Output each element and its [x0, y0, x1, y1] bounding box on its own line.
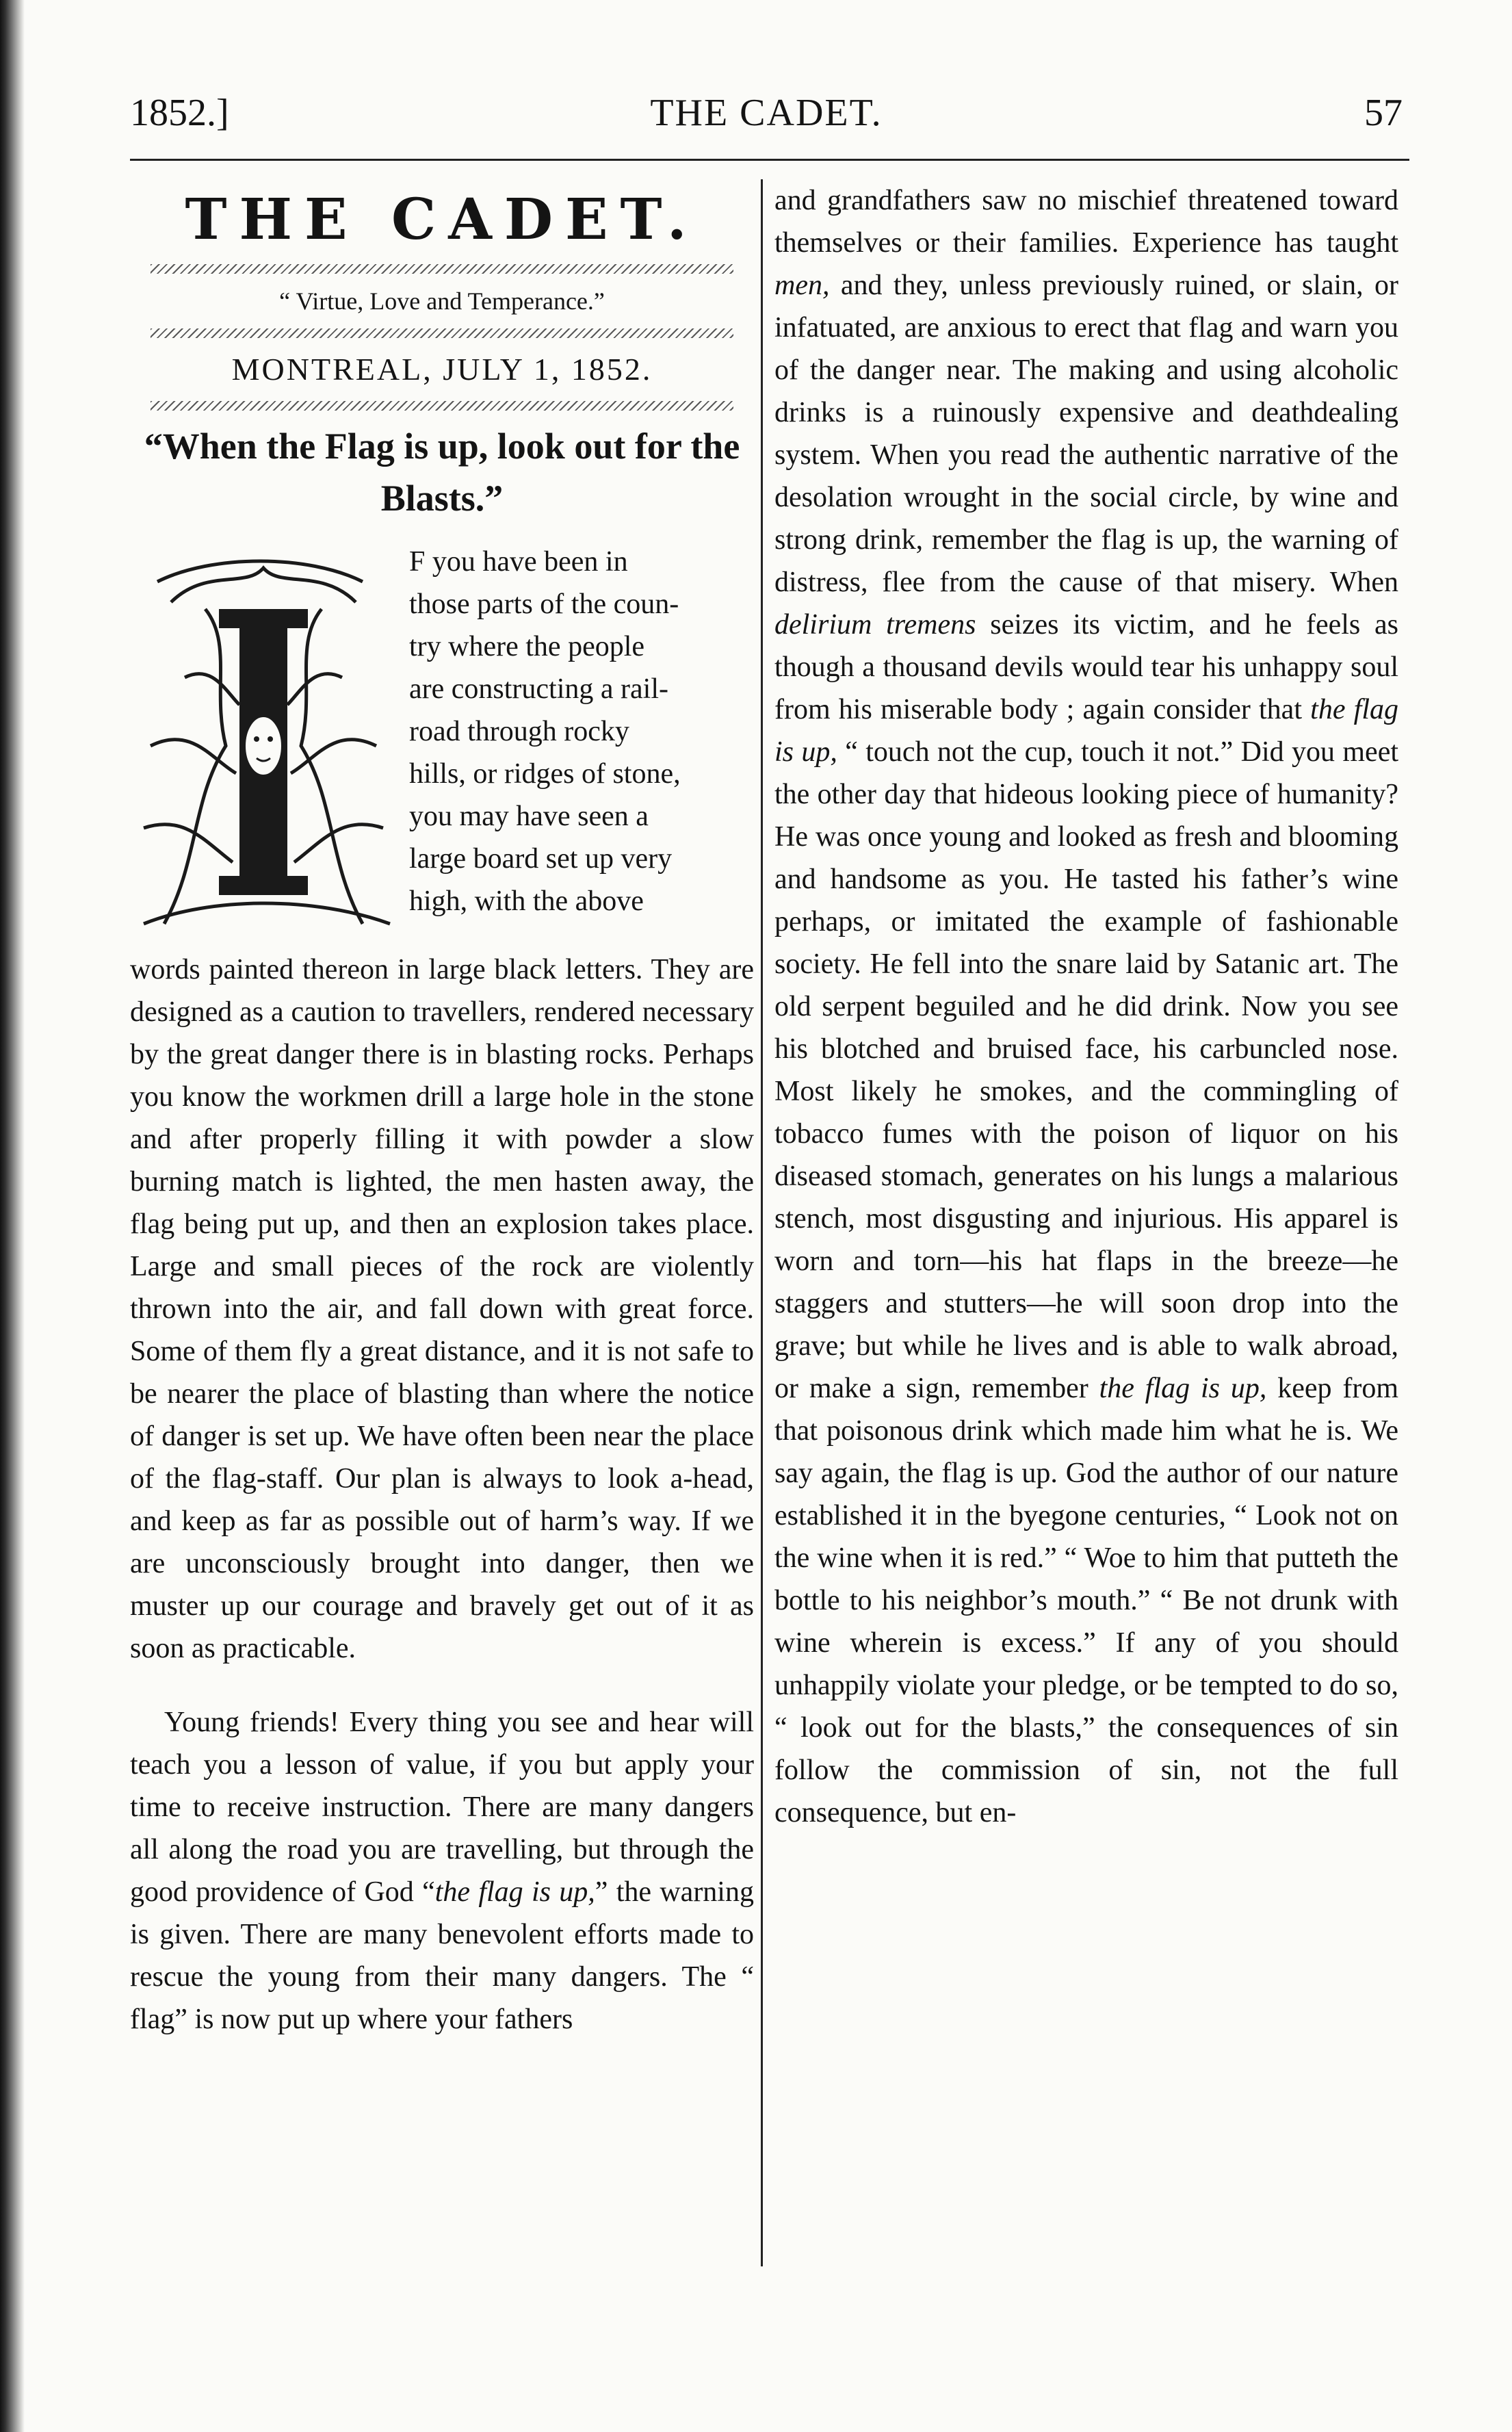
- running-head: [130, 89, 1403, 144]
- text-line: hills, or ridges of stone,: [409, 758, 681, 790]
- continued-text: seizes its victim, and he feels as though a thousand devils would tear his unhappy soul from his miserable body ; again consider that: [774, 609, 1398, 725]
- header-rule: [130, 159, 1409, 161]
- emphasis-delirium: delirium tremens: [774, 609, 976, 641]
- ornamental-rule: [151, 328, 733, 338]
- emphasis-flag: the flag is up,: [774, 694, 1398, 768]
- masthead-title: THE CADET.: [185, 187, 699, 253]
- text-line: those parts of the coun-: [409, 588, 679, 620]
- page-binding-edge: [0, 0, 27, 2432]
- text-line: F you have been in: [409, 546, 628, 578]
- paragraph-2-continued: [774, 179, 1398, 1834]
- emphasis-men: men,: [774, 270, 830, 301]
- text-line: you may have seen a: [409, 801, 649, 832]
- column-divider: [761, 179, 763, 2266]
- text-line: try where the people: [409, 631, 645, 662]
- running-head-title: THE CADET.: [650, 92, 883, 134]
- paragraph-2-emphasis: the flag is up,: [434, 1876, 595, 1908]
- continued-text: and they, unless previously ruined, or slain, or infatuated, are anxious to erect that flag and warn you of the danger near. The making and using alcoholic drinks is a ruinously expensive and deathdealing system. When you read the authentic narrative of the desolation wrought in the social circle, by wine and strong drink, remember the flag is up, the warning of distress, flee from the cause of that misery. When: [774, 270, 1398, 598]
- foliage-initial-icon: [130, 541, 397, 944]
- text-line: road through rocky: [409, 716, 629, 747]
- dateline: MONTREAL, JULY 1, 1852.: [231, 352, 653, 387]
- paragraph-1-continuation: words painted thereon in large black letters. They are designed as a caution to travellers, rendered necessary by the great danger there is in blasting rocks. Perhaps you know the workmen drill a large hole in the stone and after properly filling it with powder a slow burning match is lighted, the men hasten away, the flag being put up, and then an explosion takes place. Large and small pieces of the rock are violently thrown into the air, and fall down with great force. Some of them fly a great distance, and it is not safe to be nearer the place of blasting than where the notice of danger is set up. We have often been near the place of the flag-staff. Our plan is always to look a-head, and keep as far as possible out of harm’s way. If we are unconsciously brought into danger, then we muster up our courage and bravely get out of it as soon as practicable.: [130, 954, 754, 1664]
- continued-text: “ touch not the cup, touch it not.” Did you meet the other day that hideous looking piece of humanity? He was once young and looked as fresh and blooming and handsome as you. He tasted his father’s wine perhaps, or imitated the example of fashionable society. He fell into the snare laid by Satanic art. The old serpent beguiled and he did drink. Now you see his blotched and bruised face, his carbuncled nose. Most likely he smokes, and the commingling of tobacco fumes with the poison of liquor on his diseased stomach, generates on his lungs a malarious stench, most disgusting and injurious. His apparel is worn and torn—his hat flaps in the breeze—he staggers and stutters—he will soon drop into the grave; but while he lives and is able to walk abroad, or make a sign, remember: [774, 736, 1399, 1404]
- article-headline: “When the Flag is up, look out for the Blasts.”: [144, 426, 740, 519]
- paragraph-2-text-a: Young friends! Every thing you see and hear will teach you a lesson of value, if you but apply your time to receive instruction. There are many dangers all along the road you are travelling, but through the good providence of God “: [130, 1707, 754, 1908]
- paragraph-2: [130, 1701, 754, 2041]
- ornamental-rule: [151, 264, 733, 274]
- right-column: [774, 179, 1398, 1834]
- left-column: [130, 179, 754, 2041]
- text-line: high, with the above: [409, 885, 644, 917]
- masthead-motto: “ Virtue, Love and Temperance.”: [279, 287, 605, 315]
- page-number: 57: [1364, 92, 1403, 134]
- ornamental-rule: [151, 401, 733, 411]
- running-head-date: 1852.]: [130, 92, 229, 134]
- continued-text: keep from that poisonous drink which made him what he is. We say again, the flag is up. God the author of our nature established it in the byegone centuries, “ Look not on the wine when it is red.” “ Woe to him that putteth the bottle to his neighbor’s mouth.” “ Be not drunk with wine wherein is excess.” If any of you should unhappily violate your pledge, or be tempted to do so, “ look out for the blasts,” the consequences of sin follow the commission of sin, not the full consequence, but en-: [774, 1373, 1398, 1828]
- text-line: large board set up very: [409, 843, 673, 875]
- paragraph-2-text-b: ” the warning is given. There are many benevolent efforts made to rescue the young from their many dangers. The “ flag” is now put up where your fathers: [130, 1876, 754, 2035]
- continued-text: and grandfathers saw no mischief threatened toward themselves or their families. Experience has taught: [774, 185, 1398, 259]
- emphasis-flag: the flag is up,: [1099, 1373, 1267, 1404]
- decorated-initial-letter: [130, 541, 397, 944]
- text-line: are constructing a rail-: [409, 673, 668, 705]
